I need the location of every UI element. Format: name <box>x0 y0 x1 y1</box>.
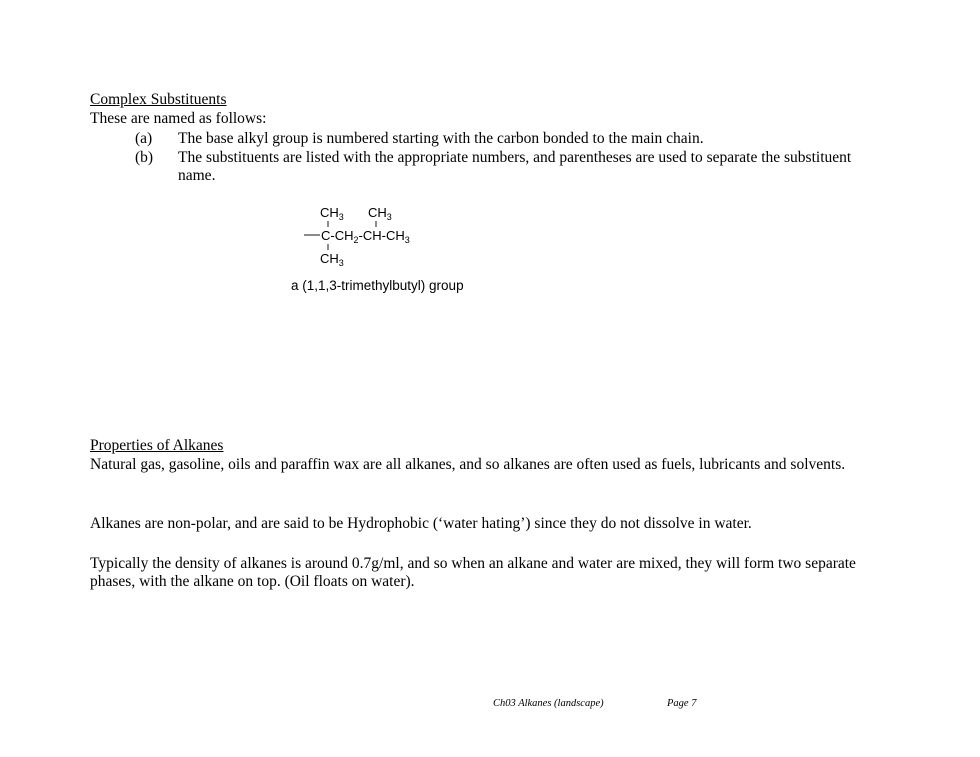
list-marker: (a) <box>135 130 153 147</box>
svg-text:CH3: $CH_3$ <box>368 205 392 222</box>
methyl-bottom: CH <box>320 251 339 266</box>
complex-intro: These are named as follows: <box>90 110 267 127</box>
chemical-structure <box>300 202 460 272</box>
methyl-top-right: CH <box>368 205 387 220</box>
footer-page-number: Page 7 <box>667 698 697 709</box>
svg-text:C-CH2-CH-CH3: $C-CH_2-CH-CH_3$ <box>321 228 410 245</box>
list-text: The substituents are listed with the appropriate numbers, and parentheses are used to separate the substituent name. <box>178 149 852 184</box>
quaternary-carbon: C <box>321 228 331 243</box>
properties-paragraph-1: Natural gas, gasoline, oils and paraffin wax are all alkanes, and so alkanes are often used as fuels, lubricants and solvents. <box>90 456 846 473</box>
svg-text:CH3: $CH_3$ <box>320 205 344 222</box>
properties-paragraph-2: Alkanes are non-polar, and are said to be Hydrophobic (‘water hating’) since they do not dissolve in water. <box>90 515 752 532</box>
list-marker: (b) <box>135 149 154 166</box>
complex-substituents-heading: Complex Substituents <box>90 91 227 108</box>
structure-caption: a (1,1,3-trimethylbutyl) group <box>291 278 464 293</box>
list-text: The base alkyl group is numbered starting with the carbon bonded to the main chain. <box>178 130 704 147</box>
properties-heading: Properties of Alkanes <box>90 437 224 454</box>
svg-text:CH3: $CH_3$ <box>320 251 344 268</box>
methyl-top-left: CH <box>320 205 339 220</box>
properties-paragraph-3: Typically the density of alkanes is around 0.7g/ml, and so when an alkane and water are mixed, they will form two separate phases, with the alkane on top. (Oil floats on water). <box>90 555 856 590</box>
footer-title: Ch03 Alkanes (landscape) <box>493 698 604 709</box>
